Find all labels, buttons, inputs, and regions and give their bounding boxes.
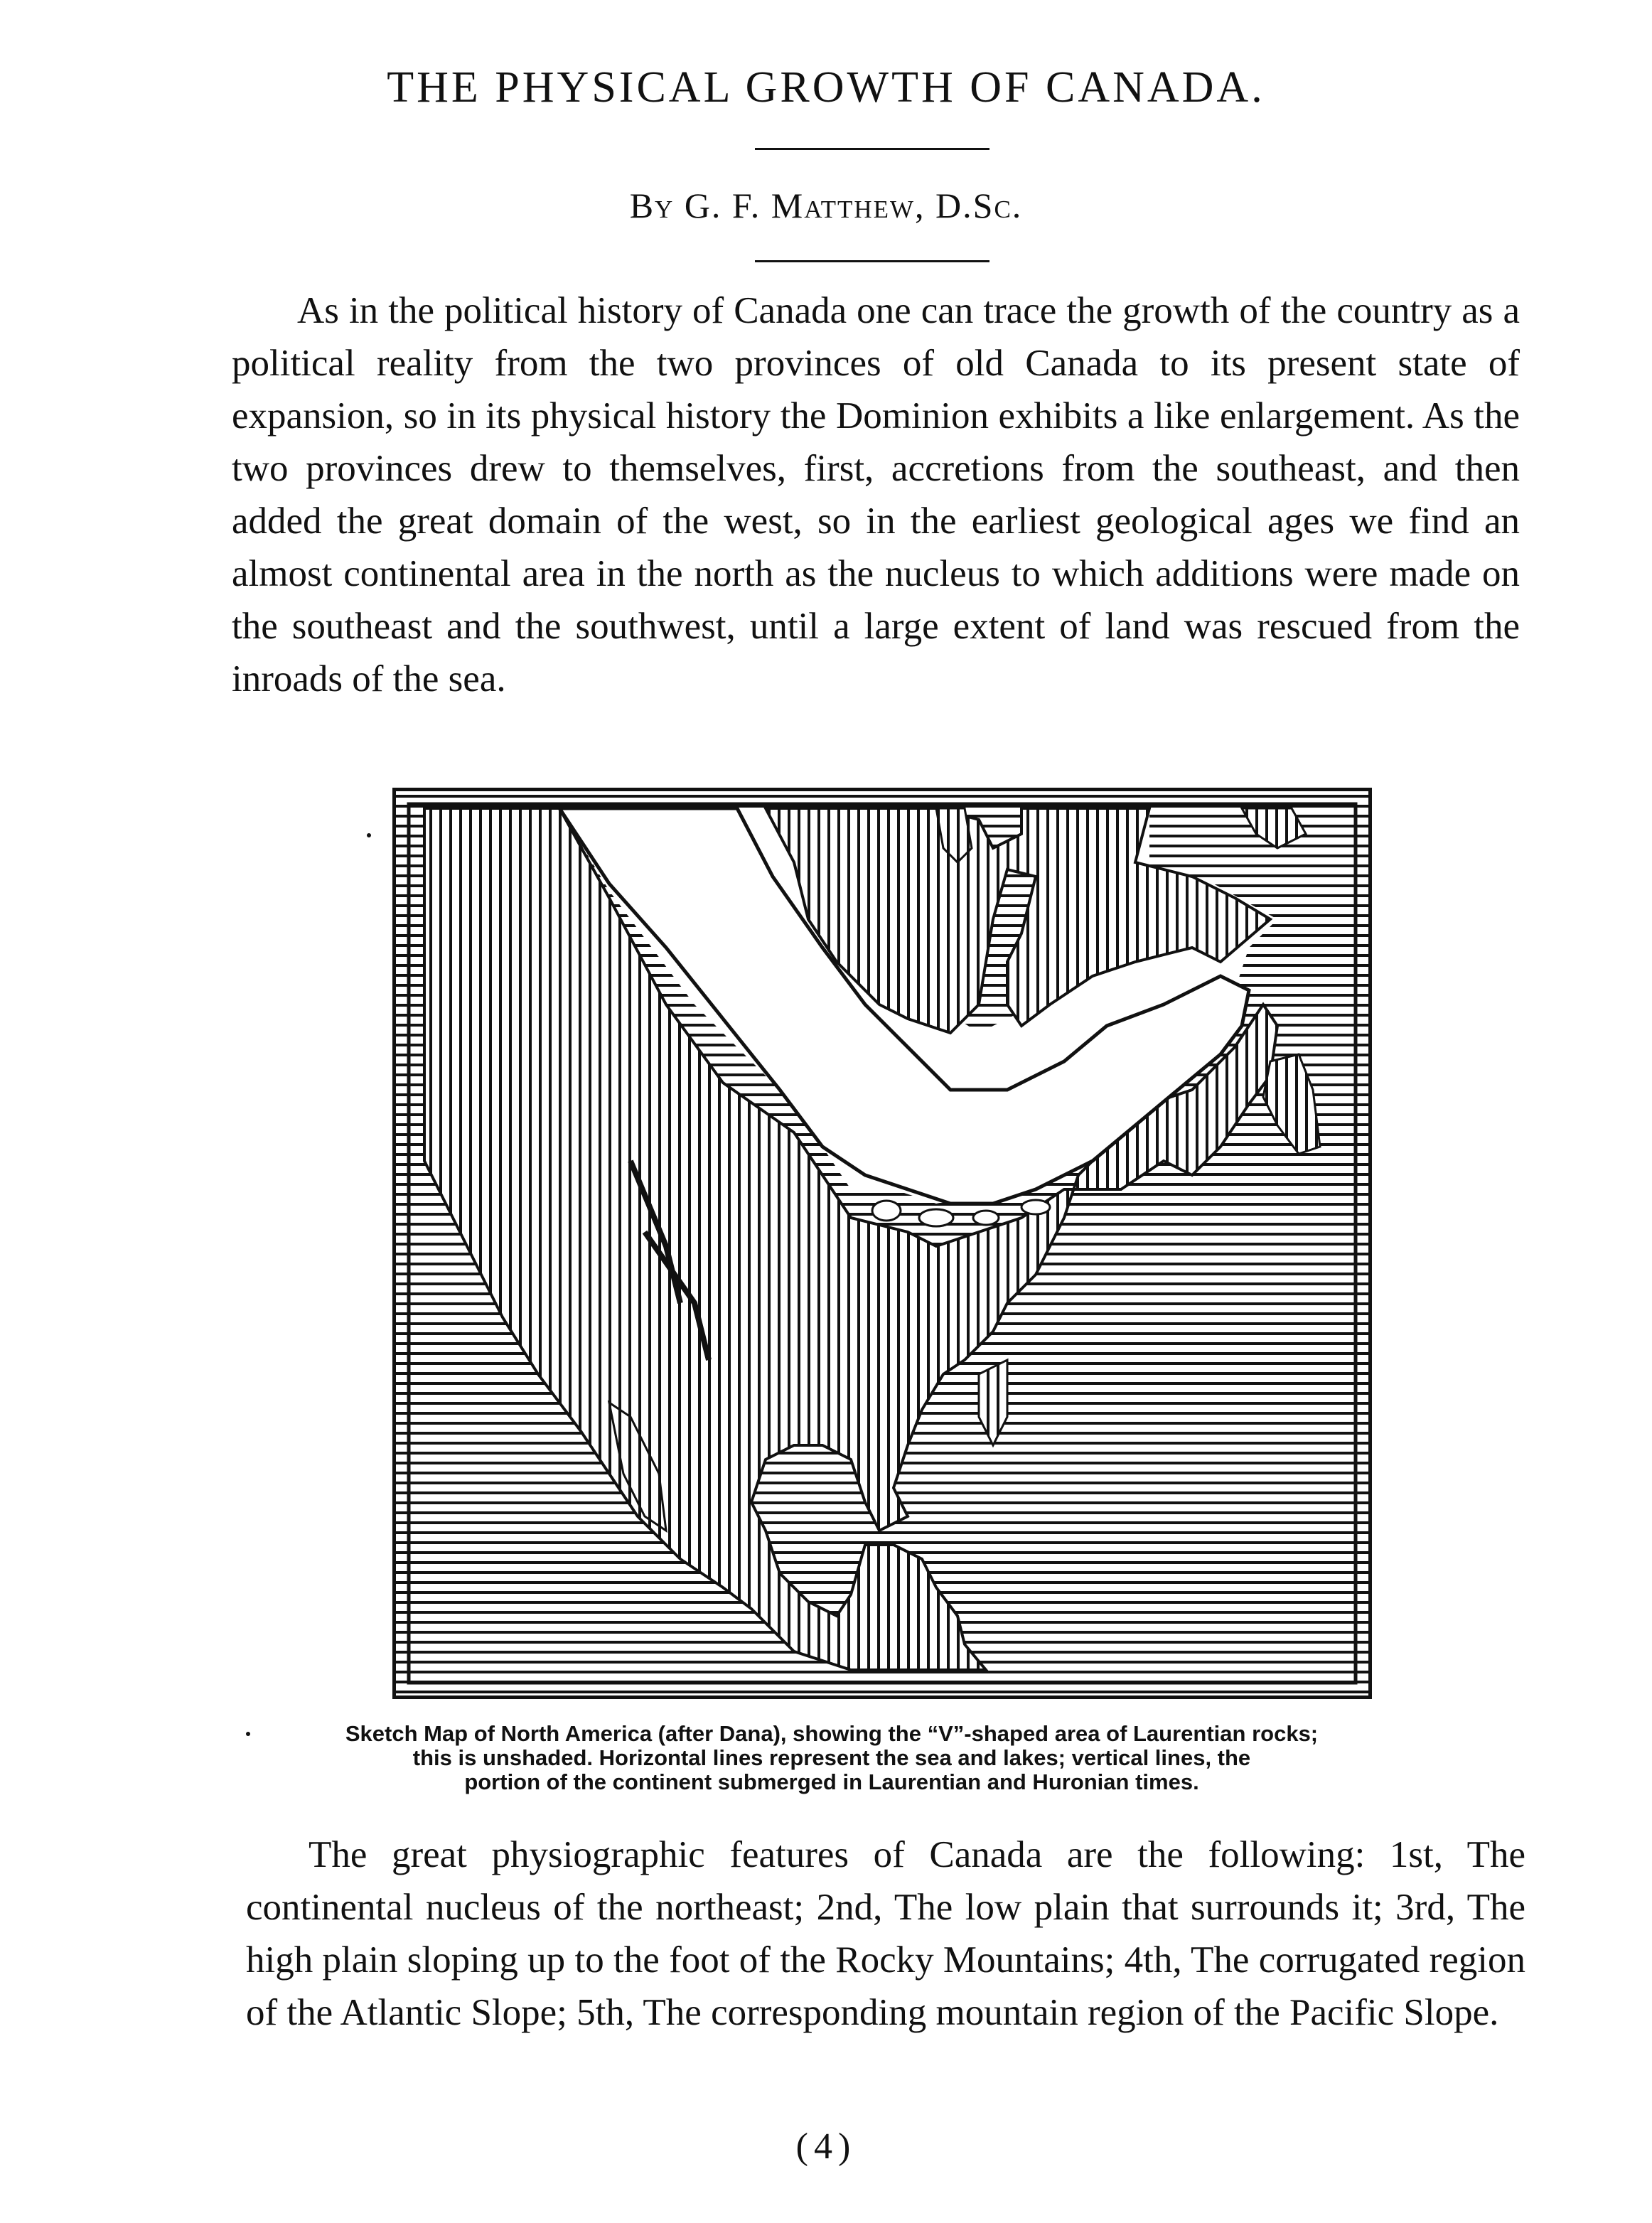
- title-divider: [755, 148, 989, 150]
- lake-2: [919, 1209, 953, 1226]
- margin-dot: [367, 833, 371, 837]
- figure-caption: [242, 1722, 1422, 1794]
- lake-3: [973, 1211, 999, 1225]
- intro-paragraph: As in the political history of Canada one can trace the growth of the country as a political reality from the two provinces of old Canada to its present state of expansion, so in its physical history the Dominion exhibits a like enlargement. As the two provinces drew to themselves, first, accretions from the southeast, and then added the great domain of the west, so in the earliest geological ages we find an almost continental area in the north as the nucleus to which additions were made on the southeast and the southwest, until a large extent of land was rescued from the inroads of the sea.: [232, 290, 1520, 700]
- features-paragraph: The great physiographic features of Canada are the following: 1st, The continental nucleus of the northeast; 2nd, The low plain that surrounds it; 3rd, The high plain sloping up to the foot of the Rocky Mountains; 4th, The corrugated region of the Atlantic Slope; 5th, The corresponding mountain region of the Pacific Slope.: [246, 1834, 1525, 2033]
- lake-4: [1021, 1200, 1050, 1214]
- byline-prefix: By: [629, 186, 675, 225]
- caption-line-3: portion of the continent submerged in Laurentian and Huronian times.: [464, 1769, 1199, 1794]
- byline-author: G. F. Matthew, D.Sc.: [684, 186, 1023, 225]
- article-title: THE PHYSICAL GROWTH OF CANADA.: [387, 63, 1265, 112]
- caption-line-1: Sketch Map of North America (after Dana), showing the “V”-shaped area of Laurentian rocks;: [345, 1721, 1319, 1746]
- byline: [0, 185, 1652, 226]
- lake-1: [872, 1201, 901, 1221]
- byline-divider: [755, 260, 989, 262]
- caption-line-2: this is unshaded. Horizontal lines represent the sea and lakes; vertical lines, the: [412, 1745, 1251, 1770]
- sketch-map-figure: [392, 788, 1372, 1699]
- page-number: (4): [795, 2126, 857, 2167]
- north-america-map: [396, 791, 1368, 1696]
